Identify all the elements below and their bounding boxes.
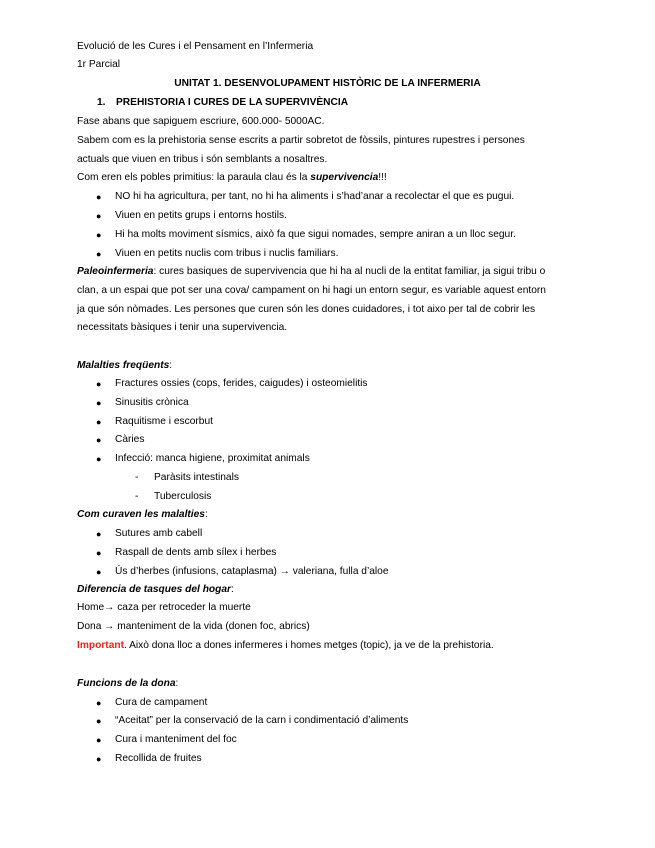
list-item-text: Raspall de dents amb sílex i herbes (115, 547, 277, 558)
unit-title: UNITAT 1. DESENVOLUPAMENT HISTÒRIC DE LA INFERMERIA (174, 78, 481, 89)
list-item-text: Recollida de fruites (115, 753, 202, 764)
important-text: . Això dona lloc a dones infermeres i homes metges (topic), ja ve de la prehistoria. (123, 640, 494, 651)
intro-line: actuals que viuen en tribus i són semblants a nosaltres. (77, 154, 328, 165)
heading-colon: : (175, 678, 179, 689)
bullet-icon: ● (96, 754, 102, 764)
bullet-icon: ● (96, 379, 102, 389)
dash-icon: - (135, 491, 139, 502)
paleo-line: clan, a un espai que pot ser una cova/ campament on hi hagi un entorn segur, es variable aquest entorn (77, 285, 546, 296)
bullet-icon: ● (96, 192, 102, 202)
section-heading (97, 96, 615, 110)
key-suffix: !!! (378, 172, 387, 183)
list-item-text: Sinusitis crònica (115, 397, 189, 408)
bullet-icon: ● (96, 398, 102, 408)
list-item-text: Càries (115, 434, 145, 445)
sub-list-item-text: Tuberculosis (154, 491, 212, 502)
heading-colon: : (231, 584, 234, 595)
heading-text: Funcions de la dona (77, 678, 176, 689)
list-item-text: Infecció: manca higiene, proximitat animals (115, 453, 310, 464)
heading-text: Diferencia de tasques del hogar (77, 584, 231, 595)
list-item-text: Viuen en petits grups i entorns hostils. (115, 210, 287, 221)
dash-icon: - (135, 472, 139, 483)
bullet-icon: ● (96, 454, 102, 464)
bullet-icon: ● (96, 435, 102, 445)
tasques-heading (77, 583, 615, 597)
important-note (77, 639, 615, 653)
funcions-heading (77, 677, 615, 691)
key-word: supervivencia (310, 172, 379, 183)
paleo-line (77, 265, 615, 279)
heading-colon: : (204, 509, 208, 520)
key-prefix: Com eren els pobles primitius: la paraula clau és la (77, 172, 311, 183)
heading-text: Malalties freqüents (77, 360, 170, 371)
course-title: Evolució de les Cures i el Pensament en l’Infermeria (77, 41, 314, 52)
bullet-icon: ● (96, 716, 102, 726)
list-item-text: Ús d’herbes (infusions, cataplasma) → valeriana, fulla d’aloe (115, 566, 389, 577)
list-item-text: Viuen en petits nuclis com tribus i nuclis familiars. (115, 248, 339, 259)
paleo-line: ja que són nòmades. Les persones que curen són les dones cuidadores, i tot aixo per tal de cobrir les (77, 304, 536, 315)
list-item-text: Raquitisme i escorbut (115, 416, 213, 427)
tasques-home: Home→ caza per retroceder la muerte (77, 602, 251, 613)
bullet-icon: ● (96, 417, 102, 427)
list-item-text: Cura de campament (115, 697, 208, 708)
bullet-icon: ● (96, 230, 102, 240)
list-item-text: “Aceitat” per la conservació de la carn i condimentació d’aliments (115, 715, 409, 726)
list-item-text: NO hi ha agricultura, per tant, no hi ha aliments i s’had’anar a recolectar el que es pugui. (115, 191, 515, 202)
paleo-line: necessitats bàsiques i tenir una supervivencia. (77, 322, 288, 333)
intro-line: Sabem com es la prehistoria sense escrits a partir sobretot de fòssils, pintures rupestres i persones (77, 135, 525, 146)
heading-text: Com curaven les malalties (77, 509, 205, 520)
curaven-heading (77, 508, 615, 522)
sub-list-item-text: Paràsits intestinals (154, 472, 239, 483)
bullet-icon: ● (96, 735, 102, 745)
bullet-icon: ● (96, 548, 102, 558)
bullet-icon: ● (96, 529, 102, 539)
bullet-icon: ● (96, 249, 102, 259)
important-label: Important (77, 640, 124, 651)
section-title: PREHISTORIA I CURES DE LA SUPERVIVÈNCIA (116, 97, 349, 108)
tasques-dona: Dona → manteniment de la vida (donen foc, abrics) (77, 621, 310, 632)
intro-line: Fase abans que sapiguem escriure, 600.000- 5000AC. (77, 116, 325, 127)
key-word-line (77, 171, 615, 185)
section-number: 1. (97, 97, 106, 108)
list-item-text: Cura i manteniment del foc (115, 734, 237, 745)
heading-colon: : (169, 360, 173, 371)
paleo-text: : cures basiques de supervivencia que hi ha al nucli de la entitat familiar, ja sigui tribu o (153, 266, 546, 277)
bullet-icon: ● (96, 211, 102, 221)
list-item-text: Sutures amb cabell (115, 528, 203, 539)
paleo-term: Paleoinfermeria (77, 266, 154, 277)
list-item-text: Hi ha molts moviment sísmics, això fa que sigui nomades, sempre aniran a un lloc segur. (115, 229, 516, 240)
bullet-icon: ● (96, 698, 102, 708)
bullet-icon: ● (96, 567, 102, 577)
exam-label: 1r Parcial (77, 59, 121, 70)
malalties-heading (77, 359, 615, 373)
list-item-text: Fractures ossies (cops, ferides, caigudes) i osteomielitis (115, 378, 368, 389)
